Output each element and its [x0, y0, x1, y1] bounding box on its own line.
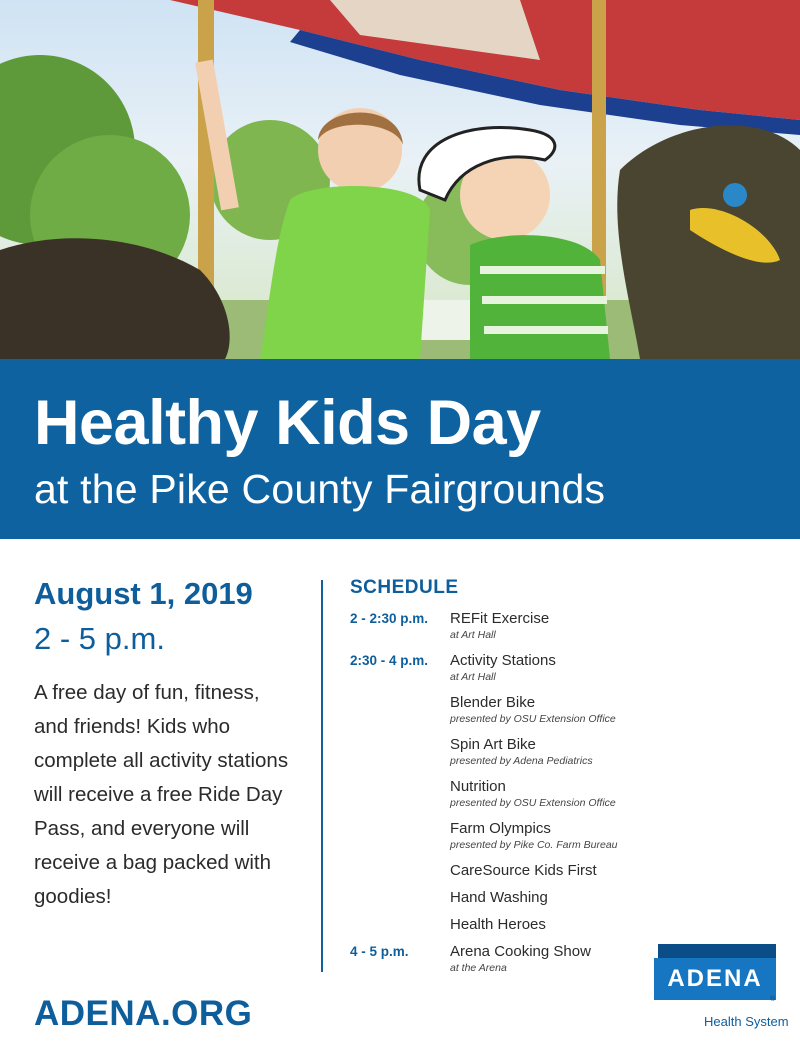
adena-logo	[654, 944, 788, 1034]
schedule-detail: presented by Pike Co. Farm Bureau	[450, 839, 618, 851]
schedule-event: Nutrition	[450, 778, 506, 795]
schedule-detail: at Art Hall	[450, 629, 496, 641]
schedule-event: REFit Exercise	[450, 610, 550, 627]
title-banner	[0, 359, 800, 539]
schedule-time: 4 - 5 p.m.	[350, 944, 409, 959]
schedule-time: 2 - 2:30 p.m.	[350, 611, 429, 626]
registered-mark: ®	[770, 996, 776, 1003]
column-divider	[321, 580, 323, 972]
schedule-event: Farm Olympics	[450, 820, 551, 837]
event-subtitle: at the Pike County Fairgrounds	[34, 466, 606, 512]
schedule-detail: presented by Adena Pediatrics	[450, 755, 593, 767]
schedule-detail: at the Arena	[450, 962, 507, 974]
schedule-event: Arena Cooking Show	[450, 943, 591, 960]
schedule-detail: presented by OSU Extension Office	[450, 713, 616, 725]
hero-photo	[0, 0, 800, 359]
event-time: 2 - 5 p.m.	[34, 621, 165, 656]
carousel-kids-illustration	[0, 0, 800, 359]
schedule-event: Hand Washing	[450, 889, 548, 906]
schedule-time: 2:30 - 4 p.m.	[350, 653, 429, 668]
schedule-heading: SCHEDULE	[350, 577, 459, 598]
schedule-event: Health Heroes	[450, 916, 546, 933]
schedule-event: CareSource Kids First	[450, 862, 597, 879]
logo-wordmark: ADENA	[667, 965, 763, 992]
event-title: Healthy Kids Day	[34, 388, 541, 458]
website-link[interactable]: ADENA.ORG	[34, 994, 253, 1033]
schedule-detail: presented by OSU Extension Office	[450, 797, 616, 809]
schedule-event: Blender Bike	[450, 694, 536, 711]
event-date: August 1, 2019	[34, 576, 253, 611]
schedule-event: Activity Stations	[450, 652, 556, 669]
schedule-event: Spin Art Bike	[450, 736, 536, 753]
event-description: A free day of fun, fitness, and friends! Kids who complete all activity stations will receive a free Ride Day Pass, and everyone will receive a bag packed with goodies!	[34, 681, 289, 908]
logo-tagline: Health System	[704, 1014, 789, 1029]
schedule-detail: at Art Hall	[450, 671, 496, 683]
